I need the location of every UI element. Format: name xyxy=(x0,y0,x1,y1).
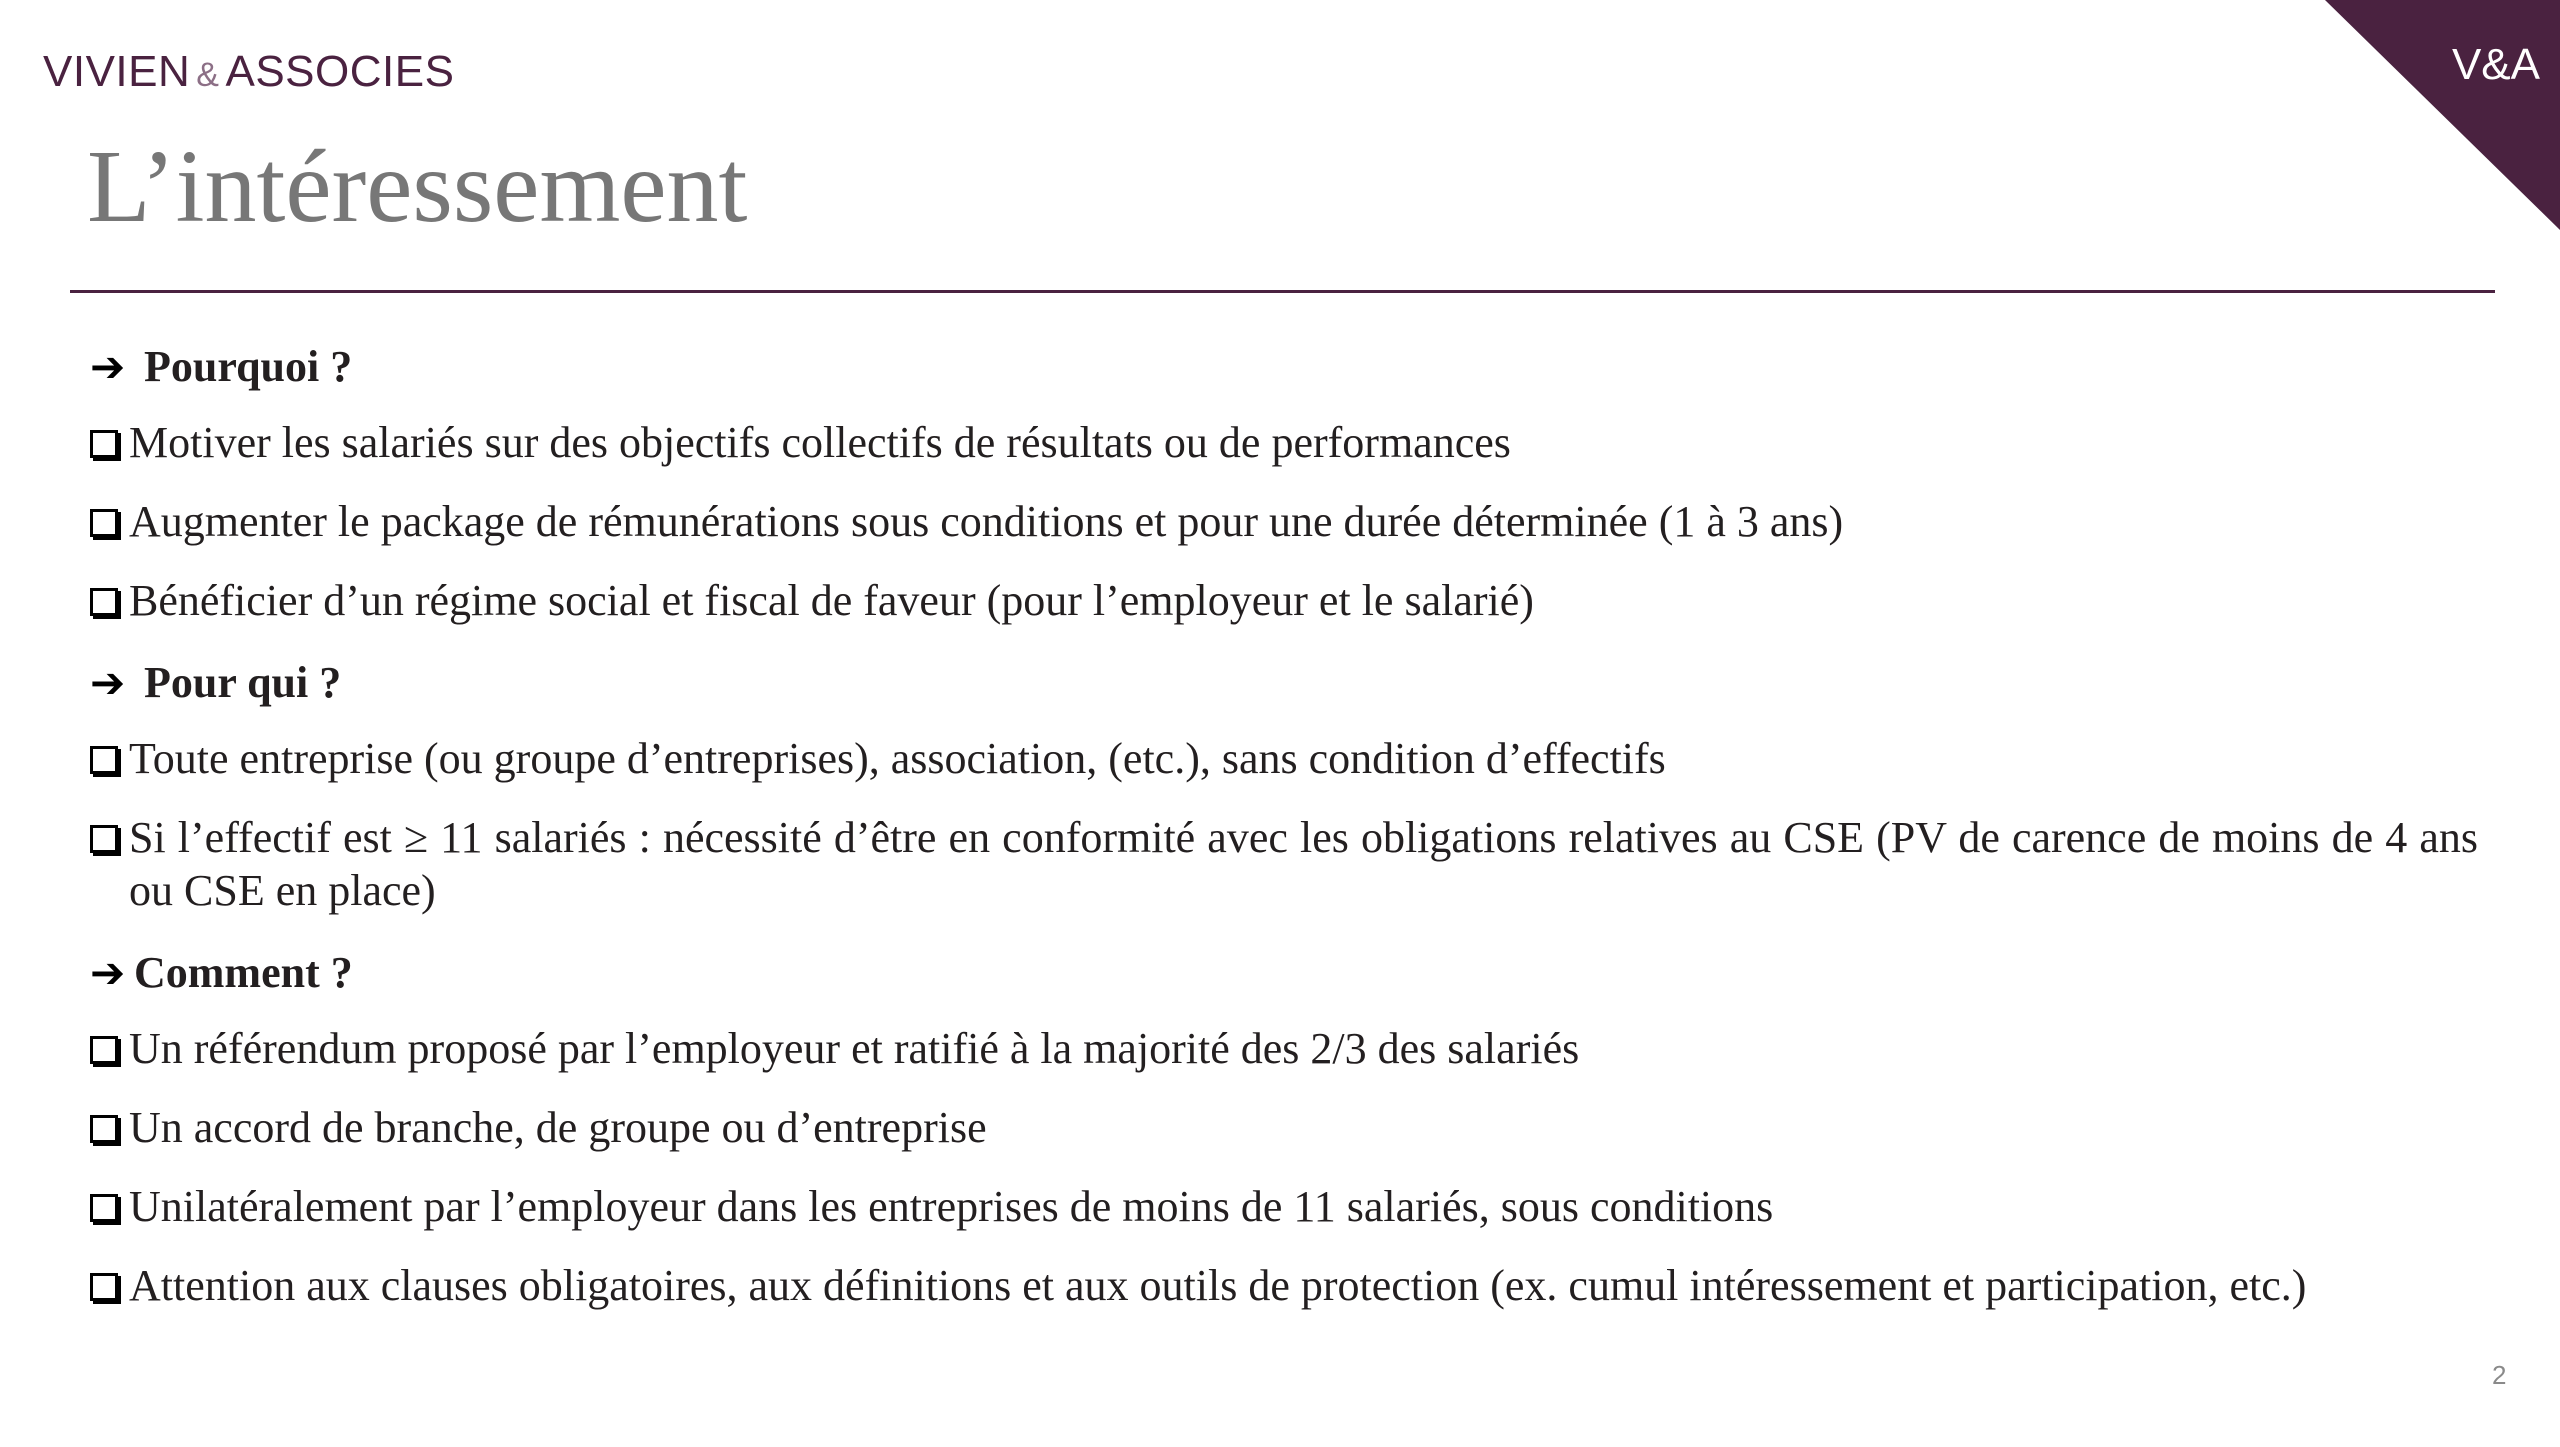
list-item xyxy=(90,574,2478,653)
checkbox-icon xyxy=(90,1194,118,1222)
corner-triangle xyxy=(2325,0,2560,230)
list-item xyxy=(90,495,2478,574)
list-item-text: Si l’effectif est ≥ 11 salariés : nécessité d’être en conformité avec les obligations relatives au CSE (PV de carence de moins de 4 ans ou CSE en place) xyxy=(129,813,2478,915)
list-item xyxy=(90,1180,2478,1259)
checkbox-icon xyxy=(90,825,118,853)
section-heading-comment xyxy=(90,943,2478,1022)
checkbox-icon xyxy=(90,1273,118,1301)
arrow-right-icon: ➔ xyxy=(90,658,126,707)
list-item-text: Un référendum proposé par l’employeur et ratifié à la majorité des 2/3 des salariés xyxy=(129,1024,1580,1073)
list-item xyxy=(90,1022,2478,1101)
corner-logo: V&A xyxy=(2451,40,2540,89)
list-item xyxy=(90,811,2478,943)
section-heading-text: Pour qui ? xyxy=(144,658,342,707)
checkbox-icon xyxy=(90,588,118,616)
section-heading-text: Pourquoi ? xyxy=(144,342,353,391)
slide-content xyxy=(90,337,2478,1391)
title-divider xyxy=(70,290,2495,293)
list-item-text: Unilatéralement par l’employeur dans les entreprises de moins de 11 salariés, sous conditions xyxy=(129,1182,1774,1231)
section-heading-pourquoi xyxy=(90,337,2478,416)
checkbox-icon xyxy=(90,430,118,458)
checkbox-icon xyxy=(90,1036,118,1064)
list-item-text: Bénéficier d’un régime social et fiscal de faveur (pour l’employeur et le salarié) xyxy=(129,576,1534,625)
checkbox-icon xyxy=(90,746,118,774)
checkbox-icon xyxy=(90,509,118,537)
list-item xyxy=(90,1101,2478,1180)
page-number: 2 xyxy=(2492,1360,2507,1390)
arrow-right-icon: ➔ xyxy=(90,948,126,997)
brand-logo xyxy=(43,47,454,97)
list-item-text: Toute entreprise (ou groupe d’entreprises), association, (etc.), sans condition d’effectifs xyxy=(129,734,1666,783)
list-item-text: Augmenter le package de rémunérations sous conditions et pour une durée déterminée (1 à 3 ans) xyxy=(129,497,1844,546)
list-item xyxy=(90,732,2478,811)
brand-name-right: ASSOCIES xyxy=(225,47,455,96)
list-item-text: Motiver les salariés sur des objectifs collectifs de résultats ou de performances xyxy=(129,418,1511,467)
list-item xyxy=(90,1259,2478,1391)
section-heading-text: Comment ? xyxy=(134,948,353,997)
checkbox-icon xyxy=(90,1115,118,1143)
list-item-text: Attention aux clauses obligatoires, aux définitions et aux outils de protection (ex. cumul intéressement et participation, etc.) xyxy=(129,1261,2307,1310)
list-item xyxy=(90,416,2478,495)
section-heading-pour-qui xyxy=(90,653,2478,732)
list-item-text: Un accord de branche, de groupe ou d’entreprise xyxy=(129,1103,987,1152)
brand-ampersand: & xyxy=(196,56,220,94)
brand-name-left: VIVIEN xyxy=(43,47,191,96)
arrow-right-icon: ➔ xyxy=(90,342,126,391)
page-title: L’intéressement xyxy=(87,129,748,244)
